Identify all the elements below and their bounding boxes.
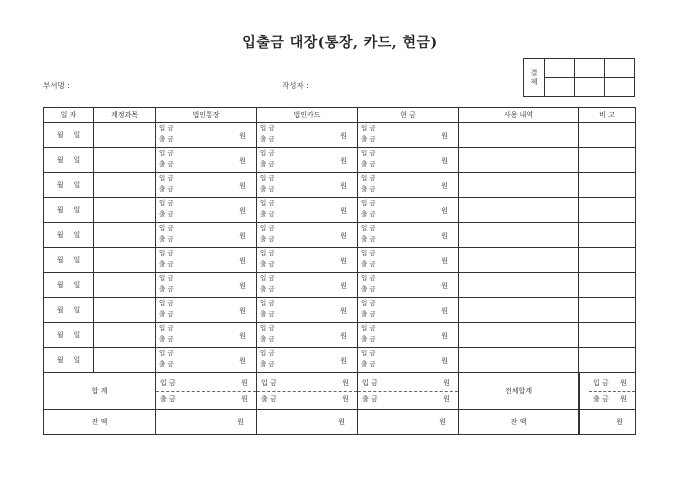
bank-cell[interactable] [156, 123, 257, 148]
won-label: 원 [441, 307, 448, 315]
header-note: 비 고 [579, 108, 636, 123]
in-label: 입 금 [593, 379, 609, 387]
in-label: 입 금 [260, 149, 275, 157]
card-cell[interactable] [257, 123, 358, 148]
author-label: 작성자 : [282, 81, 309, 90]
out-label: 출 금 [260, 310, 275, 318]
account-cell[interactable] [94, 223, 156, 248]
won-label: 원 [441, 257, 448, 265]
table-row [44, 348, 636, 373]
usage-cell[interactable] [459, 198, 579, 223]
out-label: 출 금 [361, 285, 376, 293]
in-label: 입 금 [159, 349, 174, 357]
cash-balance-cell[interactable] [358, 410, 459, 435]
bank-cell[interactable] [156, 148, 257, 173]
in-label: 입 금 [361, 199, 376, 207]
in-label: 입 금 [159, 299, 174, 307]
won-label: 원 [620, 379, 627, 387]
won-label: 원 [441, 132, 448, 140]
month-label: 월 [56, 231, 64, 239]
approval-cell[interactable] [605, 59, 635, 78]
usage-cell[interactable] [459, 148, 579, 173]
cash-cell[interactable] [358, 223, 459, 248]
ledger-table [43, 107, 636, 435]
out-label: 출 금 [159, 260, 174, 268]
won-label: 원 [340, 257, 347, 265]
out-label: 출 금 [593, 395, 609, 403]
account-cell[interactable] [94, 323, 156, 348]
in-label: 입 금 [160, 379, 176, 387]
usage-cell[interactable] [459, 173, 579, 198]
won-label: 원 [239, 257, 246, 265]
grand-balance-cell[interactable] [579, 410, 636, 435]
out-label: 출 금 [260, 260, 275, 268]
won-label: 원 [340, 232, 347, 240]
bank-cell[interactable] [156, 348, 257, 373]
won-label: 원 [441, 207, 448, 215]
won-label: 원 [338, 418, 345, 426]
card-cell[interactable] [257, 173, 358, 198]
won-label: 원 [441, 282, 448, 290]
table-row [44, 298, 636, 323]
won-label: 원 [342, 395, 349, 403]
won-label: 원 [441, 182, 448, 190]
in-label: 입 금 [260, 299, 275, 307]
out-label: 출 금 [361, 135, 376, 143]
cash-cell[interactable] [358, 248, 459, 273]
card-cell[interactable] [257, 273, 358, 298]
out-label: 출 금 [159, 285, 174, 293]
bank-cell[interactable] [156, 198, 257, 223]
account-cell[interactable] [94, 198, 156, 223]
note-cell[interactable] [579, 348, 636, 373]
account-cell[interactable] [94, 123, 156, 148]
out-label: 출 금 [159, 310, 174, 318]
note-cell[interactable] [579, 223, 636, 248]
table-row [44, 123, 636, 148]
date-cell[interactable] [44, 298, 94, 323]
out-label: 출 금 [361, 185, 376, 193]
bank-cell[interactable] [156, 173, 257, 198]
account-cell[interactable] [94, 348, 156, 373]
header-usage: 사용 내역 [459, 108, 579, 123]
header-card: 법인카드 [257, 108, 358, 123]
out-label: 출 금 [159, 360, 174, 368]
month-label: 월 [56, 156, 64, 164]
in-label: 입 금 [361, 149, 376, 157]
month-label: 월 [56, 281, 64, 289]
card-cell[interactable] [257, 198, 358, 223]
out-label: 출 금 [361, 335, 376, 343]
won-label: 원 [239, 207, 246, 215]
bank-balance-cell[interactable] [156, 410, 257, 435]
in-label: 입 금 [260, 274, 275, 282]
date-cell[interactable] [44, 198, 94, 223]
table-row [44, 248, 636, 273]
cash-cell[interactable] [358, 273, 459, 298]
day-label: 일 [73, 306, 81, 314]
approval-label-bottom: 제 [530, 77, 538, 86]
in-label: 입 금 [159, 149, 174, 157]
in-label: 입 금 [159, 124, 174, 132]
cash-cell[interactable] [358, 323, 459, 348]
won-label: 원 [340, 132, 347, 140]
won-label: 원 [620, 395, 627, 403]
table-row [44, 198, 636, 223]
card-cell[interactable] [257, 323, 358, 348]
won-label: 원 [237, 418, 244, 426]
usage-cell[interactable] [459, 298, 579, 323]
grand-balance-label: 잔 액 [459, 410, 579, 435]
account-cell[interactable] [94, 148, 156, 173]
in-label: 입 금 [260, 199, 275, 207]
grand-total-label: 전체합계 [459, 373, 579, 410]
in-label: 입 금 [361, 224, 376, 232]
in-label: 입 금 [261, 379, 277, 387]
in-label: 입 금 [159, 224, 174, 232]
month-label: 월 [56, 131, 64, 139]
balance-row [44, 410, 636, 435]
cash-cell[interactable] [358, 298, 459, 323]
note-cell[interactable] [579, 123, 636, 148]
won-label: 원 [239, 282, 246, 290]
bank-cell[interactable] [156, 323, 257, 348]
note-cell[interactable] [579, 298, 636, 323]
cash-cell[interactable] [358, 173, 459, 198]
out-label: 출 금 [361, 310, 376, 318]
won-label: 원 [441, 332, 448, 340]
in-label: 입 금 [159, 249, 174, 257]
total-label: 합 계 [44, 373, 156, 410]
in-label: 입 금 [159, 174, 174, 182]
usage-cell[interactable] [459, 123, 579, 148]
account-cell[interactable] [94, 173, 156, 198]
out-label: 출 금 [260, 360, 275, 368]
out-label: 출 금 [361, 160, 376, 168]
month-label: 월 [56, 331, 64, 339]
divider [358, 391, 458, 392]
approval-label [524, 59, 545, 97]
divider [156, 391, 256, 392]
in-label: 입 금 [260, 249, 275, 257]
month-label: 월 [56, 181, 64, 189]
note-cell[interactable] [579, 323, 636, 348]
account-cell[interactable] [94, 248, 156, 273]
out-label: 출 금 [159, 160, 174, 168]
out-label: 출 금 [160, 395, 176, 403]
in-label: 입 금 [159, 324, 174, 332]
table-row [44, 223, 636, 248]
approval-cell[interactable] [545, 59, 575, 78]
bank-cell[interactable] [156, 273, 257, 298]
approval-cell[interactable] [605, 78, 635, 97]
day-label: 일 [73, 356, 81, 364]
date-cell[interactable] [44, 273, 94, 298]
month-label: 월 [56, 306, 64, 314]
out-label: 출 금 [159, 210, 174, 218]
note-cell[interactable] [579, 273, 636, 298]
date-cell[interactable] [44, 348, 94, 373]
grand-total-cell[interactable] [579, 373, 636, 410]
month-label: 월 [56, 206, 64, 214]
header-row [44, 108, 636, 123]
account-cell[interactable] [94, 273, 156, 298]
won-label: 원 [443, 379, 450, 387]
day-label: 일 [73, 331, 81, 339]
in-label: 입 금 [361, 274, 376, 282]
usage-cell[interactable] [459, 223, 579, 248]
approval-box [523, 58, 635, 97]
bank-cell[interactable] [156, 248, 257, 273]
out-label: 출 금 [159, 185, 174, 193]
header-bank: 법인통장 [156, 108, 257, 123]
in-label: 입 금 [362, 379, 378, 387]
note-cell[interactable] [579, 198, 636, 223]
card-total-cell[interactable] [257, 373, 358, 410]
bank-cell[interactable] [156, 223, 257, 248]
won-label: 원 [239, 357, 246, 365]
in-label: 입 금 [260, 349, 275, 357]
cash-cell[interactable] [358, 198, 459, 223]
approval-cell[interactable] [545, 78, 575, 97]
won-label: 원 [441, 157, 448, 165]
in-label: 입 금 [159, 274, 174, 282]
usage-cell[interactable] [459, 273, 579, 298]
out-label: 출 금 [261, 395, 277, 403]
out-label: 출 금 [361, 260, 376, 268]
cash-cell[interactable] [358, 148, 459, 173]
bank-total-cell[interactable] [156, 373, 257, 410]
won-label: 원 [340, 157, 347, 165]
in-label: 입 금 [260, 224, 275, 232]
approval-cell[interactable] [575, 59, 605, 78]
won-label: 원 [342, 379, 349, 387]
usage-cell[interactable] [459, 323, 579, 348]
header-cash: 현 금 [358, 108, 459, 123]
card-cell[interactable] [257, 148, 358, 173]
won-label: 원 [239, 232, 246, 240]
approval-label-top: 결 [530, 68, 538, 77]
won-label: 원 [239, 132, 246, 140]
out-label: 출 금 [260, 285, 275, 293]
out-label: 출 금 [260, 235, 275, 243]
day-label: 일 [73, 206, 81, 214]
won-label: 원 [241, 395, 248, 403]
in-label: 입 금 [361, 249, 376, 257]
document-title: 입출금 대장(통장, 카드, 현금) [242, 35, 438, 51]
won-label: 원 [340, 307, 347, 315]
month-label: 월 [56, 356, 64, 364]
table-row [44, 273, 636, 298]
table-row [44, 323, 636, 348]
date-cell[interactable] [44, 248, 94, 273]
out-label: 출 금 [361, 235, 376, 243]
date-cell[interactable] [44, 123, 94, 148]
note-cell[interactable] [579, 248, 636, 273]
approval-cell[interactable] [575, 78, 605, 97]
won-label: 원 [340, 282, 347, 290]
date-cell[interactable] [44, 148, 94, 173]
table-row [44, 173, 636, 198]
out-label: 출 금 [260, 135, 275, 143]
balance-label: 잔 액 [44, 410, 156, 435]
won-label: 원 [340, 332, 347, 340]
divider [589, 391, 635, 392]
table-row [44, 148, 636, 173]
day-label: 일 [73, 231, 81, 239]
in-label: 입 금 [361, 299, 376, 307]
month-label: 월 [56, 256, 64, 264]
won-label: 원 [616, 418, 623, 426]
bank-cell[interactable] [156, 298, 257, 323]
cash-total-cell[interactable] [358, 373, 459, 410]
date-cell[interactable] [44, 323, 94, 348]
won-label: 원 [340, 182, 347, 190]
in-label: 입 금 [361, 324, 376, 332]
won-label: 원 [441, 232, 448, 240]
date-cell[interactable] [44, 223, 94, 248]
day-label: 일 [73, 281, 81, 289]
usage-cell[interactable] [459, 348, 579, 373]
won-label: 원 [441, 357, 448, 365]
day-label: 일 [73, 156, 81, 164]
out-label: 출 금 [361, 360, 376, 368]
note-cell[interactable] [579, 173, 636, 198]
out-label: 출 금 [260, 160, 275, 168]
card-cell[interactable] [257, 248, 358, 273]
cash-cell[interactable] [358, 348, 459, 373]
department-label: 부서명 : [43, 81, 70, 90]
out-label: 출 금 [361, 210, 376, 218]
header-account: 계정과목 [94, 108, 156, 123]
in-label: 입 금 [159, 199, 174, 207]
won-label: 원 [443, 395, 450, 403]
date-cell[interactable] [44, 173, 94, 198]
header-date: 일 자 [44, 108, 94, 123]
in-label: 입 금 [260, 174, 275, 182]
won-label: 원 [239, 332, 246, 340]
day-label: 일 [73, 131, 81, 139]
cash-cell[interactable] [358, 123, 459, 148]
note-cell[interactable] [579, 148, 636, 173]
won-label: 원 [340, 357, 347, 365]
won-label: 원 [439, 418, 446, 426]
card-cell[interactable] [257, 223, 358, 248]
out-label: 출 금 [159, 135, 174, 143]
won-label: 원 [239, 182, 246, 190]
out-label: 출 금 [159, 235, 174, 243]
day-label: 일 [73, 256, 81, 264]
card-cell[interactable] [257, 298, 358, 323]
account-cell[interactable] [94, 298, 156, 323]
in-label: 입 금 [361, 174, 376, 182]
day-label: 일 [73, 181, 81, 189]
in-label: 입 금 [260, 324, 275, 332]
out-label: 출 금 [362, 395, 378, 403]
card-balance-cell[interactable] [257, 410, 358, 435]
usage-cell[interactable] [459, 248, 579, 273]
out-label: 출 금 [260, 185, 275, 193]
in-label: 입 금 [361, 124, 376, 132]
out-label: 출 금 [260, 335, 275, 343]
divider [257, 391, 357, 392]
won-label: 원 [340, 207, 347, 215]
card-cell[interactable] [257, 348, 358, 373]
total-row [44, 373, 636, 410]
out-label: 출 금 [260, 210, 275, 218]
out-label: 출 금 [159, 335, 174, 343]
in-label: 입 금 [260, 124, 275, 132]
in-label: 입 금 [361, 349, 376, 357]
won-label: 원 [239, 157, 246, 165]
won-label: 원 [239, 307, 246, 315]
won-label: 원 [241, 379, 248, 387]
